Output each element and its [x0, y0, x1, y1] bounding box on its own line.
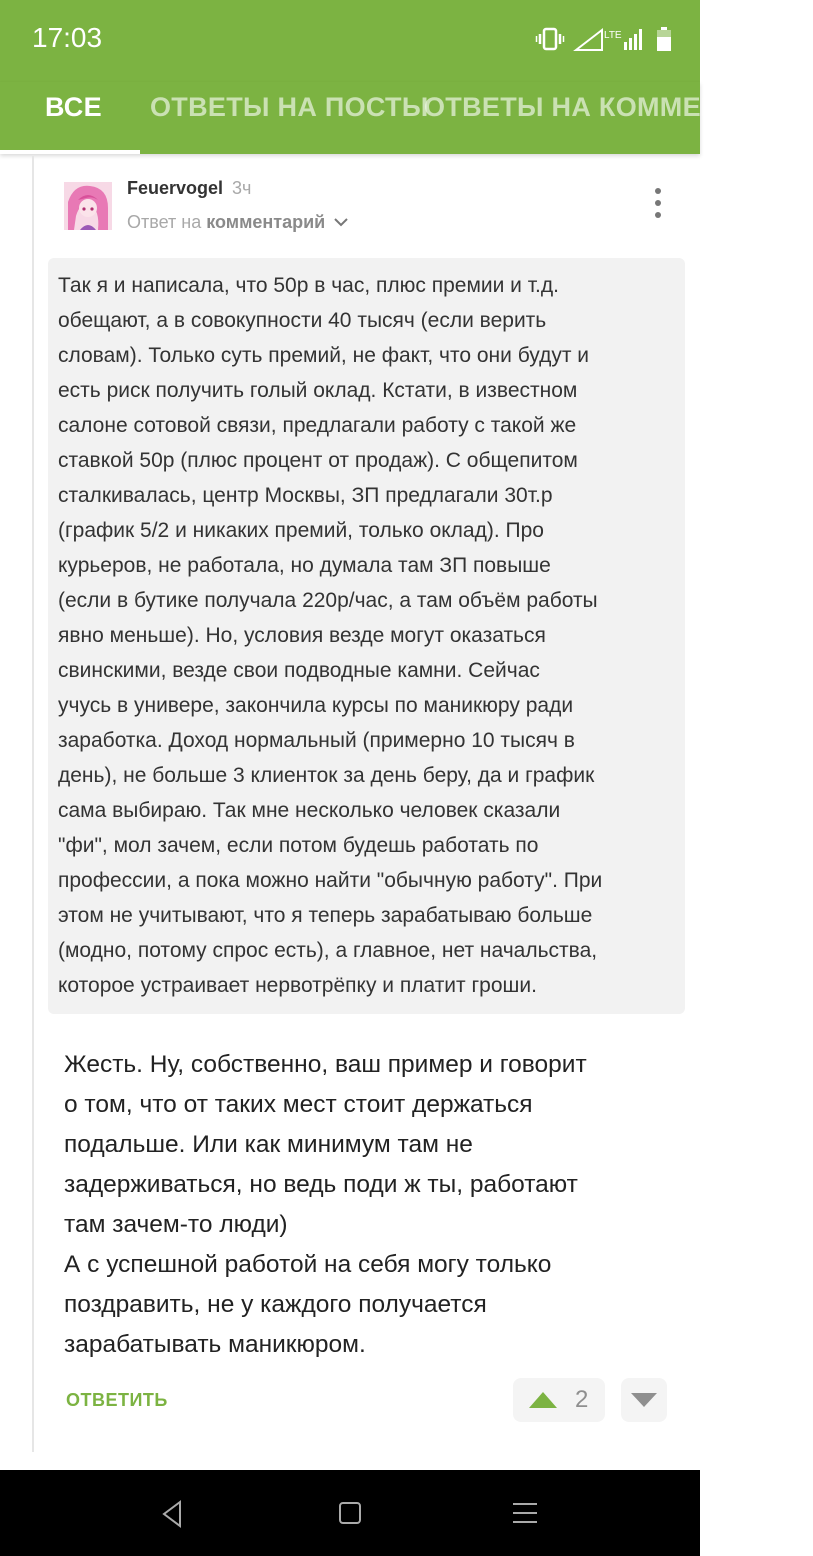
- downvote-icon[interactable]: [629, 1391, 659, 1409]
- body-line: Жесть. Ну, собственно, ваш пример и говорит: [64, 1051, 587, 1078]
- quote-line: ставкой 50р (плюс процент от продаж). С общепитом: [58, 449, 578, 472]
- avatar[interactable]: [64, 182, 112, 230]
- signal-icon: [574, 26, 646, 52]
- status-time: 17:03: [32, 22, 103, 53]
- quote-line: салоне сотовой связи, предлагали работу с такой же: [58, 414, 577, 437]
- body-line: о том, что от таких мест стоит держаться: [64, 1091, 533, 1118]
- reply-prefix: Ответ на: [127, 212, 202, 232]
- body-line: подальше. Или как минимум там не: [64, 1131, 473, 1158]
- body-line: А с успешной работой на себя могу только: [64, 1251, 552, 1278]
- comment-author[interactable]: Feuervogel: [127, 178, 224, 198]
- quote-line: учусь в универе, закончила курсы по маникюру ради: [58, 694, 574, 717]
- quote-line: день), не больше 3 клиенток за день беру, да и график: [58, 764, 595, 787]
- downvote-button[interactable]: [621, 1378, 667, 1422]
- thread-line[interactable]: [32, 156, 34, 1452]
- active-tab-indicator: [0, 150, 140, 154]
- quote-line: курьеров, не работала, но думала там ЗП повыше: [58, 554, 551, 577]
- quote-line: сталкивалась, центр Москвы, ЗП предлагали 30т.р: [58, 484, 553, 507]
- body-line: зарабатывать маникюром.: [64, 1331, 366, 1358]
- tab-all[interactable]: ВСЕ: [45, 92, 102, 122]
- quote-line: "фи", мол зачем, если потом будешь работать по: [58, 834, 539, 857]
- chevron-down-icon[interactable]: [333, 212, 349, 233]
- reply-button[interactable]: ОТВЕТИТЬ: [66, 1390, 168, 1410]
- reply-context[interactable]: [127, 212, 349, 233]
- quote-line: свинскими, везде свои подводные камни. Сейчас: [58, 659, 540, 682]
- more-options-icon[interactable]: [650, 186, 666, 220]
- upvote-button[interactable]: [513, 1378, 605, 1422]
- system-nav-bar: [0, 1470, 700, 1556]
- quote-line: этом не учитывают, что я теперь зарабатываю больше: [58, 904, 593, 927]
- quote-line: (модно, потому спрос есть), а главное, нет начальства,: [58, 939, 598, 962]
- tab-post-replies[interactable]: ОТВЕТЫ НА ПОСТЫ: [150, 92, 429, 122]
- lte-label: LTE: [604, 30, 622, 41]
- tab-bar: [0, 82, 813, 154]
- quote-line: которое устраивает нервотрёпку и платит гроши.: [58, 974, 537, 997]
- status-icons: [536, 26, 672, 52]
- body-line: там зачем-то люди): [64, 1211, 288, 1238]
- quoted-comment: [48, 258, 685, 1014]
- quote-line: обещают, а в совокупности 40 тысяч (если верить: [58, 309, 547, 332]
- quote-line: профессии, а пока можно найти "обычную работу". При: [58, 869, 603, 892]
- quote-line: заработка. Доход нормальный (примерно 10 тысяч в: [58, 729, 575, 752]
- quote-line: явно меньше). Но, условия везде могут оказаться: [58, 624, 546, 647]
- quote-line: есть риск получить голый оклад. Кстати, в известном: [58, 379, 578, 402]
- menu-icon[interactable]: [512, 1501, 538, 1525]
- vote-count: 2: [575, 1386, 589, 1413]
- quote-line: словам). Только суть премий, не факт, что они будут и: [58, 344, 590, 367]
- home-icon[interactable]: [338, 1501, 362, 1525]
- upvote-icon[interactable]: [527, 1390, 559, 1410]
- body-line: задерживаться, но ведь поди ж ты, работают: [64, 1171, 578, 1198]
- status-bar: [0, 0, 700, 82]
- comment-time: 3ч: [232, 178, 252, 198]
- quote-line: (если в бутике получала 220р/час, а там объём работы: [58, 589, 598, 612]
- quote-line: сама выбираю. Так мне несколько человек сказали: [58, 799, 561, 822]
- quote-line: (график 5/2 и никаких премий, только оклад). Про: [58, 519, 544, 542]
- vibrate-icon: [536, 27, 564, 51]
- reply-target-link[interactable]: комментарий: [206, 212, 326, 232]
- quote-line: Так я и написала, что 50р в час, плюс премии и т.д.: [58, 274, 559, 297]
- battery-icon: [656, 26, 672, 52]
- tab-comment-replies[interactable]: ОТВЕТЫ НА КОММЕНТАРИИ: [424, 92, 813, 122]
- back-icon[interactable]: [160, 1500, 184, 1528]
- body-line: поздравить, не у каждого получается: [64, 1291, 487, 1318]
- comment-body: [64, 1045, 684, 1365]
